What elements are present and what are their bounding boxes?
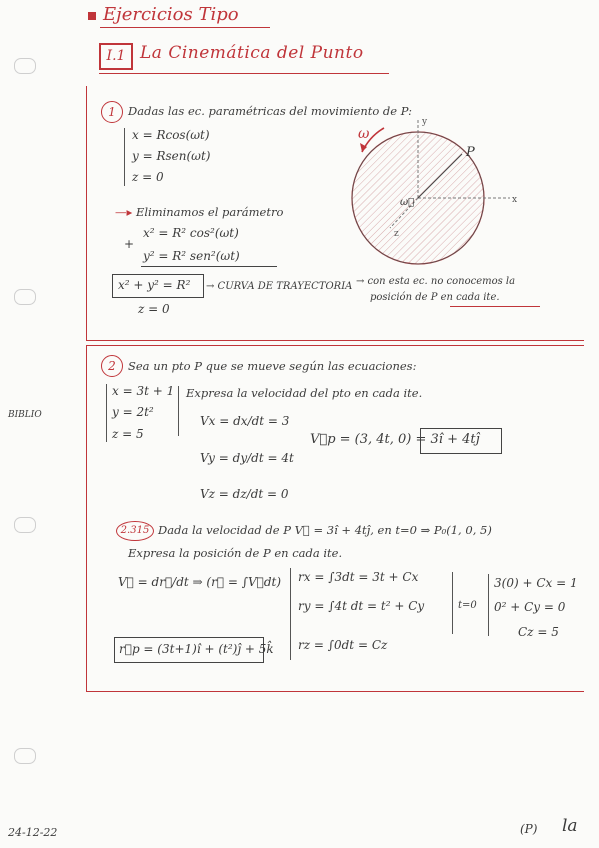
ex1-sq-y: y² = R² sen²(ωt) <box>143 249 240 263</box>
margin-label: BIBLIO <box>8 410 42 420</box>
equation-brace <box>290 568 291 660</box>
exercise-2-number: 2 <box>101 355 123 377</box>
omega-label: ω <box>358 126 370 142</box>
ex2-vz: Vz = dz/dt = 0 <box>200 487 289 501</box>
circle-trajectory-diagram <box>340 112 540 272</box>
ex1-result-z: z = 0 <box>138 302 170 316</box>
ex2-eq-z: z = 5 <box>112 427 144 441</box>
ex3-relation: V⃗ = dr⃗/dt ⇒ (r⃗ = ∫V⃗dt) <box>118 575 282 589</box>
ex1-plus: + <box>124 237 135 251</box>
bullet-square <box>88 12 96 20</box>
ex2-vy: Vy = dy/dt = 4t <box>200 451 294 465</box>
y-axis-label: y <box>422 117 428 127</box>
ex3-rz: rz = ∫0dt = Cz <box>298 638 388 652</box>
ex3-ry: ry = ∫4t dt = t² + Cy <box>298 599 425 613</box>
ex3-c2: 0² + Cy = 0 <box>494 600 566 614</box>
point-p-label: P <box>466 145 475 160</box>
section-number: I.1 <box>99 43 133 70</box>
ex3-statement: Dada la velocidad de P V⃗ = 3î + 4tĵ, en t=0 ⇒ P₀(1, 0, 5) <box>158 523 492 537</box>
note-underline <box>450 306 540 307</box>
ex2-task: Expresa la velocidad del pto en cada ite. <box>186 386 423 400</box>
x-axis-label: x <box>512 195 518 205</box>
exercise-1-number: 1 <box>101 101 123 123</box>
binder-hole <box>14 289 36 305</box>
ex3-c1: 3(0) + Cx = 1 <box>494 576 578 590</box>
brace <box>488 574 489 636</box>
page-header: Ejercicios Tipo <box>103 4 239 25</box>
title-underline <box>99 73 389 74</box>
section-title: La Cinemática del Punto <box>140 43 364 63</box>
omega-vector-label: ω⃗ <box>400 197 415 208</box>
z-axis-label: z <box>394 229 399 239</box>
ex1-statement: Dadas las ec. paramétricas del movimiento de P: <box>128 104 412 118</box>
exercise-3-number: 2.315 <box>116 521 154 541</box>
ex1-note-2: posición de P en cada ite. <box>370 292 500 303</box>
sum-line <box>141 266 277 267</box>
ex1-eq-y: y = Rsen(ωt) <box>132 149 211 163</box>
brace <box>178 386 179 436</box>
footer-initials: la <box>562 816 578 836</box>
header-underline <box>100 27 270 28</box>
binder-hole <box>14 748 36 764</box>
ex1-step: —▸ Eliminamos el parámetro <box>115 205 284 219</box>
ex1-result-eq: x² + y² = R² <box>118 278 191 292</box>
footer-page: (P) <box>520 822 538 836</box>
ex3-task: Expresa la posición de P en cada ite. <box>128 546 343 560</box>
ex2-velocity-result: V⃗p = (3, 4t, 0) = 3î + 4tĵ <box>310 432 480 447</box>
ex2-vx: Vx = dx/dt = 3 <box>200 414 290 428</box>
equation-brace <box>124 128 125 186</box>
binder-hole <box>14 517 36 533</box>
ex1-sq-x: x² = R² cos²(ωt) <box>143 226 239 240</box>
ex1-trajectory: → CURVA DE TRAYECTORIA <box>206 281 353 292</box>
velocity-result-box <box>420 428 502 454</box>
ex1-note-1: → con esta ec. no conocemos la <box>356 276 516 287</box>
ex3-rx: rx = ∫3dt = 3t + Cx <box>298 570 419 584</box>
ex2-eq-y: y = 2t² <box>112 405 154 419</box>
ex3-position-result: r⃗p = (3t+1)î + (t²)ĵ + 5k̂ <box>119 642 274 656</box>
ex1-eq-z: z = 0 <box>132 170 164 184</box>
ex1-eq-x: x = Rcos(ωt) <box>132 128 210 142</box>
ex2-statement: Sea un pto P que se mueve según las ecuaciones: <box>128 359 417 373</box>
footer-date: 24-12-22 <box>8 826 58 839</box>
brace <box>452 572 453 634</box>
ex3-c3: Cz = 5 <box>518 625 559 639</box>
equation-brace <box>106 384 107 442</box>
binder-hole <box>14 58 36 74</box>
ex2-eq-x: x = 3t + 1 <box>112 384 175 398</box>
ex3-t0: t=0 <box>458 600 477 611</box>
